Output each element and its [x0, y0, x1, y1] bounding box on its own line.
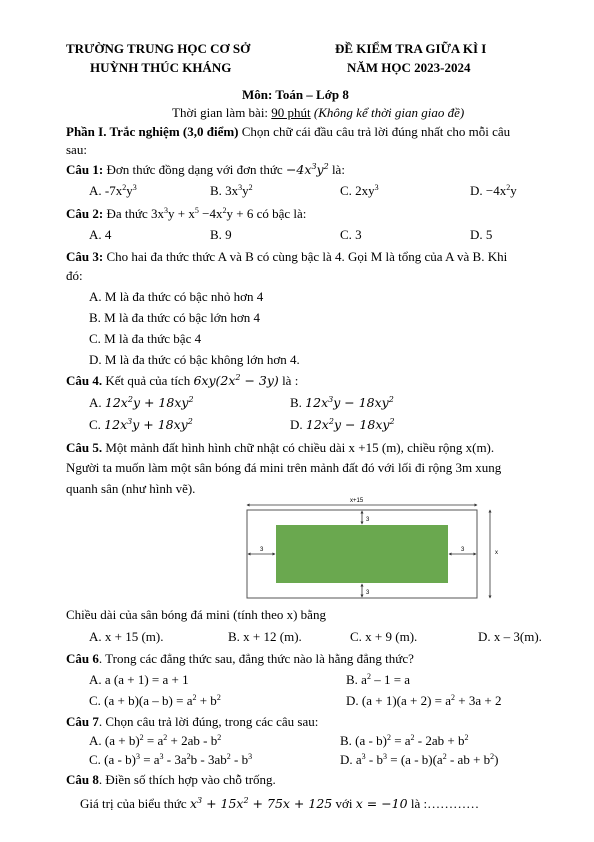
q7-option-d[interactable]: D. $a^3 - b^3 = (a - b)(a^2$ - ab + $b^2$)	[340, 752, 499, 767]
q8-label: Câu 8	[66, 772, 99, 787]
time-line	[172, 105, 464, 120]
q5-option-a[interactable]: A. x + 15 (m).	[89, 629, 164, 644]
q7-option-a[interactable]: A. $(a + b)^2 = a^2 + 2ab - b^2$	[89, 733, 222, 748]
soccer-field	[276, 525, 448, 583]
q8-fill-line[interactable]	[80, 796, 479, 811]
q7-option-b[interactable]: B. $(a - b)^2 = a^2 - 2ab + b^2$	[340, 733, 469, 748]
q5-question: Chiều dài của sân bóng đá mini (tính theo x) bằng	[66, 607, 326, 622]
q5-text-line3: quanh sân (như hình vẽ).	[66, 481, 196, 496]
q3-option-d[interactable]: D. M là đa thức có bậc không lớn hơn 4.	[89, 352, 300, 367]
part1-instruction: Chọn chữ cái đầu câu trả lời đúng nhất cho mỗi câu	[238, 124, 511, 139]
q6-option-a[interactable]: A. a (a + 1) = a + 1	[89, 672, 189, 687]
question-7	[66, 714, 318, 729]
bottom-gap-label: 3	[366, 590, 370, 596]
school-year: NĂM HỌC 2023-2024	[347, 60, 471, 75]
q2-option-c[interactable]: C. 3	[340, 227, 362, 242]
width-label: x	[495, 550, 498, 556]
q6-label: Câu 6	[66, 651, 99, 666]
q2-option-a[interactable]: A. 4	[89, 227, 112, 242]
q5-text-line2: Người ta muốn làm một sân bóng đá mini trên mảnh đất đó với lối đi rộng 3m xung	[66, 460, 502, 475]
subject-line: Môn: Toán – Lớp 8	[242, 87, 349, 102]
time-note: (Không kể thời gian giao đề)	[313, 105, 465, 120]
q4-tail: là :	[278, 373, 299, 388]
q8-prefix: Giá trị của biểu thức	[80, 796, 190, 811]
top-gap-label: 3	[366, 517, 370, 523]
q3-label: Câu 3:	[66, 249, 104, 264]
q1-option-c[interactable]: C. $2xy^3$	[340, 183, 379, 198]
question-5	[66, 440, 494, 455]
q1-label: Câu 1:	[66, 162, 104, 177]
q6-option-b[interactable]: B. $a^2 - 1 = a$	[346, 672, 411, 687]
time-prefix: Thời gian làm bài:	[172, 105, 269, 120]
q3-option-c[interactable]: C. M là đa thức bậc 4	[89, 331, 202, 346]
q5-text: Một mảnh đất hình hình chữ nhật có chiều dài x +15 (m), chiều rộng x(m).	[102, 440, 495, 455]
question-6	[66, 651, 414, 666]
q3-option-a[interactable]: A. M là đa thức có bậc nhỏ hơn 4	[89, 289, 264, 304]
q4-expression: $6xy(2x^2 - 3y)$	[193, 373, 279, 388]
question-1	[66, 162, 345, 177]
q4-option-c[interactable]: C. $12x^3y + 18xy^2$	[89, 417, 193, 432]
part1-title: Phần I. Trắc nghiệm (3,0 điểm)	[66, 124, 239, 139]
q4-text: Kết quả của tích	[105, 373, 194, 388]
q4-option-a[interactable]: A. $12x^2y + 18xy^2$	[89, 395, 194, 410]
q5-label: Câu 5.	[66, 440, 103, 455]
q1-option-d[interactable]: D. $-4x^2y$	[470, 183, 517, 198]
q1-tail: là:	[328, 162, 345, 177]
q1-option-a[interactable]: A. $-7x^2y^3$	[89, 183, 137, 198]
q3-text: Cho hai đa thức thức A và B có cùng bậc là 4. Gọi M là tổng của A và B. Khi	[106, 249, 508, 264]
q5-option-c[interactable]: C. x + 9 (m).	[350, 629, 418, 644]
exam-title: ĐỀ KIỂM TRA GIỮA KÌ I	[335, 41, 487, 56]
q8-x-value: x = −10	[355, 796, 408, 811]
q2-tail: có bậc là:	[253, 206, 307, 221]
right-gap-label: 3	[461, 547, 465, 553]
field-diagram	[240, 492, 510, 604]
question-4	[66, 373, 298, 388]
q7-text: . Chọn câu trả lời đúng, trong các câu sau:	[98, 714, 319, 729]
q6-text: . Trong các đẳng thức sau, đẳng thức nào là hằng đẳng thức?	[98, 651, 414, 666]
q1-text: Đơn thức đồng dạng với đơn thức	[106, 162, 286, 177]
question-2	[66, 206, 306, 221]
left-gap-label: 3	[260, 547, 264, 553]
q3-option-b[interactable]: B. M là đa thức có bậc lớn hơn 4	[89, 310, 260, 325]
q8-answer-blank[interactable]: là :…………	[407, 796, 480, 811]
school-name-line1: TRƯỜNG TRUNG HỌC CƠ SỞ	[66, 41, 251, 56]
q8-expression: $x^3 + 15x^2 + 75x + 125$	[189, 796, 333, 811]
q4-option-d[interactable]: D. $12x^2y - 18xy^2$	[290, 417, 395, 432]
q8-mid: với	[332, 796, 356, 811]
q6-option-d[interactable]: D. $(a + 1)(a + 2) = a^2 + 3a + 2$	[346, 693, 502, 708]
q2-label: Câu 2:	[66, 206, 104, 221]
q2-expression: $3x^3y + x^5 -4x^2y + 6$	[151, 206, 254, 221]
question-3	[66, 249, 507, 264]
q5-option-d[interactable]: D. x – 3(m).	[478, 629, 542, 644]
part1-instruction-cont: sau:	[66, 142, 87, 157]
q2-option-d[interactable]: D. 5	[470, 227, 493, 242]
q5-option-b[interactable]: B. x + 12 (m).	[228, 629, 302, 644]
q6-option-c[interactable]: C. $(a + b)(a - b) = a^2 + b^2$	[89, 693, 221, 708]
q7-label: Câu 7	[66, 714, 99, 729]
question-8	[66, 772, 276, 787]
q2-text: Đa thức	[106, 206, 152, 221]
part1-heading	[66, 124, 510, 139]
q7-option-c[interactable]: C. $(a - b)^3 = a^3 - 3a^2b - 3ab^2 - b^3$	[89, 752, 253, 767]
q1-option-b[interactable]: B. $3x^3y^2$	[210, 183, 253, 198]
q4-label: Câu 4.	[66, 373, 103, 388]
time-value: 90 phút	[271, 105, 311, 120]
q2-option-b[interactable]: B. 9	[210, 227, 232, 242]
q3-text-cont: đó:	[66, 268, 83, 283]
q8-text: . Điền số thích hợp vào chỗ trống.	[98, 772, 276, 787]
q1-expression: $-4x^3y^2$	[285, 162, 329, 177]
q4-option-b[interactable]: B. $12x^3y - 18xy^2$	[290, 395, 394, 410]
length-label: x+15	[350, 498, 364, 504]
school-name-line2: HUỲNH THÚC KHÁNG	[90, 60, 232, 75]
